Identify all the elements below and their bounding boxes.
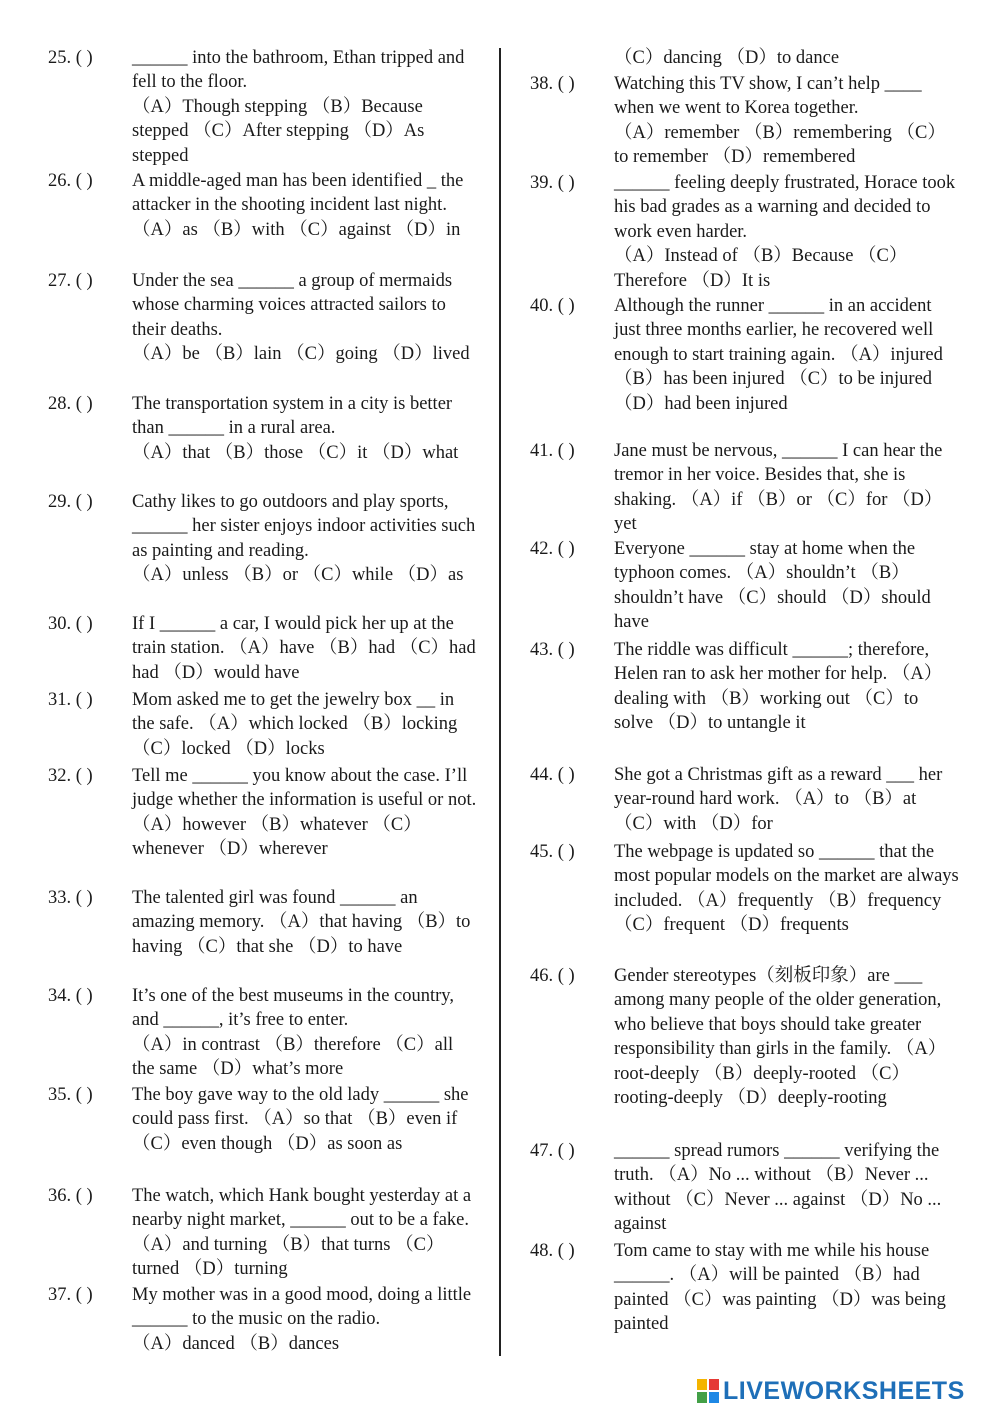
question-text: Jane must be nervous, ______ I can hear the tremor in her voice. Besides that, she is shaking. （A）if （B）or （C）for （D）yet: [614, 441, 943, 535]
question-number: 41. ( ): [530, 441, 575, 461]
column-divider: [499, 48, 501, 1356]
question-39: [530, 171, 960, 294]
question-27: [48, 269, 478, 392]
question-text: The transportation system in a city is better than ______ in a rural area. （A）that （B）those （C）it （D）what: [132, 392, 478, 465]
question-text: The webpage is updated so ______ that the most popular models on the market are always included. （A）frequently （B）frequency （C）frequent （D）frequents: [614, 842, 959, 936]
question-number: 29. ( ): [48, 492, 93, 512]
question-text: Tom came to stay with me while his house ______. （A）will be painted （B）had painted （C）was painting （D）was being painted: [614, 1241, 946, 1335]
question-text: Cathy likes to go outdoors and play sports, ______ her sister enjoys indoor activities such as painting and reading. （A）unless （B）or （C）while （D）as: [132, 490, 478, 588]
question-number: 38. ( ): [530, 74, 575, 94]
question-46: [530, 964, 960, 1139]
answer-options: （A）will be painted （B）had painted （C）was painting （D）was being painted: [614, 1265, 946, 1335]
question-number: 47. ( ): [530, 1141, 575, 1161]
question-text: The boy gave way to the old lady ______ she could pass first. （A）so that （B）even if （C）even though （D）as soon as: [132, 1085, 469, 1154]
answer-options: （A）and turning （B）that turns （C）turned （D）turning: [132, 1234, 445, 1280]
question-37: [48, 1283, 478, 1359]
question-text: She got a Christmas gift as a reward ___ her year-round hard work. （A）to （B）at （C）with （D）for: [614, 765, 943, 834]
question-33: [48, 886, 478, 984]
question-text: My mother was in a good mood, doing a little ______ to the music on the radio. （A）danced （B）dances: [132, 1283, 478, 1356]
question-text: ______ feeling deeply frustrated, Horace took his bad grades as a warning and decided to work even harder. （A）Instead of （B）Because （C）Therefore （D）It is: [614, 171, 960, 293]
logo-text: LIVEWORKSHEETS: [723, 1376, 965, 1405]
liveworksheets-logo[interactable]: [697, 1374, 997, 1408]
question-34: [48, 984, 478, 1083]
question-number: 26. ( ): [48, 171, 93, 191]
question-text: Gender stereotypes（刻板印象）are ___ among many people of the older generation, who believe that boys should take greater responsibility than girls in the family. （A）root-deeply （B）deeply-rooted （C）rooting-deeply （D）deeply-rooting: [614, 966, 947, 1109]
question-number: 43. ( ): [530, 640, 575, 660]
question-35: [48, 1083, 478, 1184]
question-48: [530, 1239, 960, 1339]
answer-options: （A）injured （B）has been injured （C）to be injured （D）had been injured: [614, 344, 943, 414]
question-26: [48, 169, 478, 269]
answer-options: （A）have （B）had （C）had had （D）would have: [132, 638, 476, 683]
question-text: If I ______ a car, I would pick her up at the train station. （A）have （B）had （C）had had （D）would have: [132, 614, 476, 683]
question-44: [530, 763, 960, 840]
question-text: Watching this TV show, I can’t help ____ when we went to Korea together. （A）remember （B）remembering （C）to remember （D）remembered: [614, 72, 960, 170]
question-number: 46. ( ): [530, 966, 575, 986]
question-number: 35. ( ): [48, 1085, 93, 1105]
answer-options: （A）that having （B）to having （C）that she （D）to have: [132, 912, 471, 957]
answer-options: （A）as （B）with （C）against （D）in: [132, 219, 461, 240]
left-column: [48, 46, 478, 1359]
question-text: Everyone ______ stay at home when the typhoon comes. （A）shouldn’t （B）shouldn’t have （C）should （D）should have: [614, 539, 931, 633]
question-number: 48. ( ): [530, 1241, 575, 1261]
answer-options: （A）if （B）or （C）for （D）yet: [614, 489, 943, 535]
question-number: 30. ( ): [48, 614, 93, 634]
question-32: [48, 764, 478, 886]
question-number: 36. ( ): [48, 1186, 93, 1206]
answer-options: （A）be （B）lain （C）going （D）lived: [132, 344, 470, 365]
question-41: [530, 439, 960, 537]
answer-options: （A）dealing with （B）working out （C）to solve （D）to untangle it: [614, 664, 943, 734]
answer-options: （A）remember （B）remembering （C）to remember （D）remembered: [614, 122, 946, 168]
question-number: 39. ( ): [530, 173, 575, 193]
question-number: 34. ( ): [48, 986, 93, 1006]
answer-options: （A）frequently （B）frequency （C）frequent （D）frequents: [614, 890, 942, 936]
question-text: The watch, which Hank bought yesterday at a nearby night market, ______ out to be a fake. （A）and turning （B）that turns （C）turned （D）turning: [132, 1186, 472, 1280]
question-38: [530, 72, 960, 171]
question-text: A middle-aged man has been identified _ the attacker in the shooting incident last night. （A）as （B）with （C）against （D）in: [132, 169, 478, 242]
question-text: It’s one of the best museums in the country, and ______, it’s free to enter. （A）in contrast （B）therefore （C）all the same （D）what’s more: [132, 984, 478, 1082]
question-28: [48, 392, 478, 490]
liveworksheets-logo-icon: [697, 1379, 719, 1403]
question-text: Mom asked me to get the jewelry box __ in the safe. （A）which locked （B）locking （C）locked （D）locks: [132, 690, 458, 759]
question-number: 27. ( ): [48, 271, 93, 291]
question-text: The riddle was difficult ______; therefore, Helen ran to ask her mother for help. （A）dealing with （B）working out （C）to solve （D）to untangle it: [614, 640, 943, 734]
question-number: 25. ( ): [48, 48, 93, 68]
question-text: ______ into the bathroom, Ethan tripped and fell to the floor. （A）Though stepping （B）Because stepped （C）After stepping （D）As stepped: [132, 46, 478, 168]
question-number: 28. ( ): [48, 394, 93, 414]
answer-options: （A）that （B）those （C）it （D）what: [132, 442, 459, 463]
question-number: 37. ( ): [48, 1285, 93, 1305]
question-number: 31. ( ): [48, 690, 93, 710]
question-25: [48, 46, 478, 169]
question-36: [48, 1184, 478, 1283]
question-29: [48, 490, 478, 612]
question-47: [530, 1139, 960, 1239]
answer-options: （A）Instead of （B）Because （C）Therefore （D）It is: [614, 246, 908, 291]
question-30: [48, 612, 478, 688]
question-31: [48, 688, 478, 764]
question-43: [530, 638, 960, 763]
question-text: ______ spread rumors ______ verifying the truth. （A）No ... without （B）Never ... without （C）Never ... against （D）No ... against: [614, 1141, 942, 1235]
question-number: 44. ( ): [530, 765, 575, 785]
question-42: [530, 537, 960, 638]
question-text: The talented girl was found ______ an amazing memory. （A）that having （B）to having （C）that she （D）to have: [132, 888, 471, 957]
question-40: [530, 294, 960, 439]
question-number: 45. ( ): [530, 842, 575, 862]
answer-options: （A）shouldn’t （B）shouldn’t have （C）should （D）should have: [614, 563, 931, 633]
answer-options: （A）unless （B）or （C）while （D）as: [132, 565, 464, 586]
answer-options: （A）Though stepping （B）Because stepped （C）After stepping （D）As stepped: [132, 96, 425, 166]
question-text: Although the runner ______ in an accident just three months earlier, he recovered well enough to start training again. （A）injured （B）has been injured （C）to be injured （D）had been injured: [614, 296, 943, 414]
answer-options: （A）in contrast （B）therefore （C）all the same （D）what’s more: [132, 1034, 454, 1080]
question-number: 32. ( ): [48, 766, 93, 786]
answer-options: （A）which locked （B）locking （C）locked （D）locks: [132, 714, 458, 759]
answer-options: （A）so that （B）even if （C）even though （D）as soon as: [132, 1109, 458, 1154]
answer-options: （A）to （B）at （C）with （D）for: [614, 789, 917, 834]
answer-options: （A）danced （B）dances: [132, 1333, 340, 1354]
right-column: [530, 46, 960, 1339]
answer-options: （A）however （B）whatever （C）whenever （D）wherever: [132, 814, 422, 860]
question-37-continued-options: （C）dancing （D）to dance: [614, 48, 840, 68]
question-text: Under the sea ______ a group of mermaids whose charming voices attracted sailors to their deaths. （A）be （B）lain （C）going （D）lived: [132, 269, 478, 367]
question-number: 40. ( ): [530, 296, 575, 316]
answer-options: （A）No ... without （B）Never ... without （C）Never ... against （D）No ... against: [614, 1165, 942, 1235]
question-number: 33. ( ): [48, 888, 93, 908]
question-45: [530, 840, 960, 964]
question-text: Tell me ______ you know about the case. I’ll judge whether the information is useful or not. （A）however （B）whatever （C）whenever （D）wherever: [132, 764, 478, 862]
answer-options: （A）root-deeply （B）deeply-rooted （C）rooting-deeply （D）deeply-rooting: [614, 1039, 947, 1109]
question-number: 42. ( ): [530, 539, 575, 559]
